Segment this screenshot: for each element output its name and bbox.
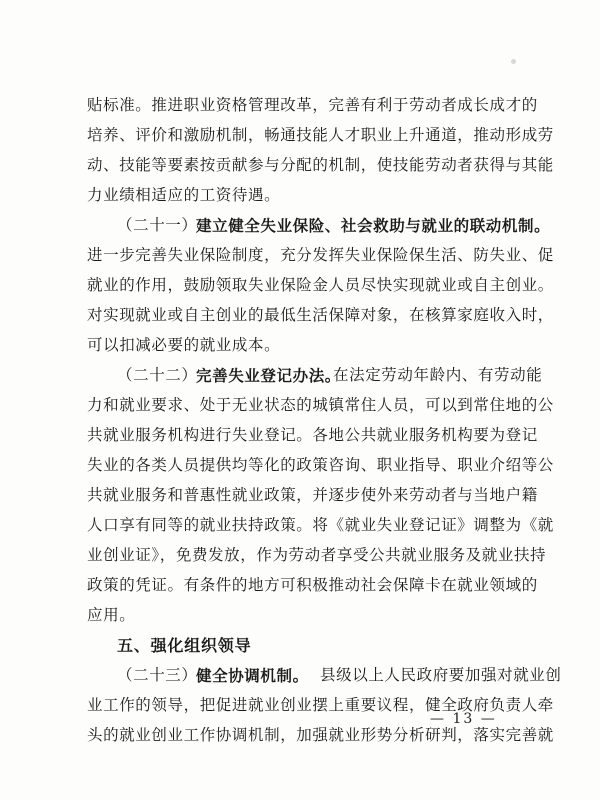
paragraph-line: 培养、评价和激励机制，畅通技能人才职业上升通道，推动形成劳 xyxy=(87,126,554,144)
clause-23-label: （二十三） xyxy=(117,666,198,684)
section-heading: 五、强化组织领导 xyxy=(117,636,252,655)
paragraph-line: 政策的凭证。有条件的地方可积极推动社会保障卡在就业领域的 xyxy=(87,576,538,594)
paragraph-line: 可以扣减必要的就业成本。 xyxy=(87,336,281,354)
paragraph-line: 就业的作用，鼓励领取失业保险金人员尽快实现就业或自主创业。 xyxy=(87,276,554,294)
paragraph-line: 共就业服务机构进行失业登记。各地公共就业服务机构要为登记 xyxy=(87,426,538,444)
paragraph-line: 应用。 xyxy=(87,606,136,624)
paragraph-line: 进一步完善失业保险制度，充分发挥失业保险保生活、防失业、促 xyxy=(87,246,554,264)
paragraph-line: 对实现就业或自主创业的最低生活保障对象，在核算家庭收入时， xyxy=(87,306,554,324)
paragraph-line: 共就业服务和普惠性就业政策，并逐步使外来劳动者与当地户籍 xyxy=(87,486,538,504)
clause-23-title: 健全协调机制。 xyxy=(196,666,309,685)
clause-21-label: （二十一） xyxy=(117,216,198,234)
page-number: — 13 — xyxy=(430,711,497,727)
clause-21-title: 建立健全失业保险、社会救助与就业的联动机制。 xyxy=(196,216,551,235)
paragraph-line: 业工作的领导，把促进就业创业摆上重要议程，健全政府负责人牵 xyxy=(87,696,554,714)
clause-22-label: （二十二） xyxy=(117,366,198,384)
paragraph-line: 在法定劳动年龄内、有劳动能 xyxy=(333,366,543,384)
paragraph-line: 业创业证》，免费发放，作为劳动者享受公共就业服务及就业扶持 xyxy=(87,546,547,564)
clause-22-title: 完善失业登记办法。 xyxy=(196,366,341,385)
paragraph-line: 力业绩相适应的工资待遇。 xyxy=(87,186,281,204)
paragraph-line: 人口享有同等的就业扶持政策。将《就业失业登记证》调整为《就 xyxy=(87,516,554,534)
paragraph-line: 贴标准。推进职业资格管理改革，完善有利于劳动者成长成才的 xyxy=(87,96,538,114)
paragraph-line: 县级以上人民政府要加强对就业创 xyxy=(320,666,562,684)
paragraph-line: 力和就业要求、处于无业状态的城镇常住人员，可以到常住地的公 xyxy=(87,396,554,414)
paragraph-line: 动、技能等要素按贡献参与分配的机制，使技能劳动者获得与其能 xyxy=(87,156,554,174)
paragraph-line: 头的就业创业工作协调机制，加强就业形势分析研判，落实完善就 xyxy=(87,726,554,744)
paragraph-line: 失业的各类人员提供均等化的政策咨询、职业指导、职业介绍等公 xyxy=(87,456,554,474)
